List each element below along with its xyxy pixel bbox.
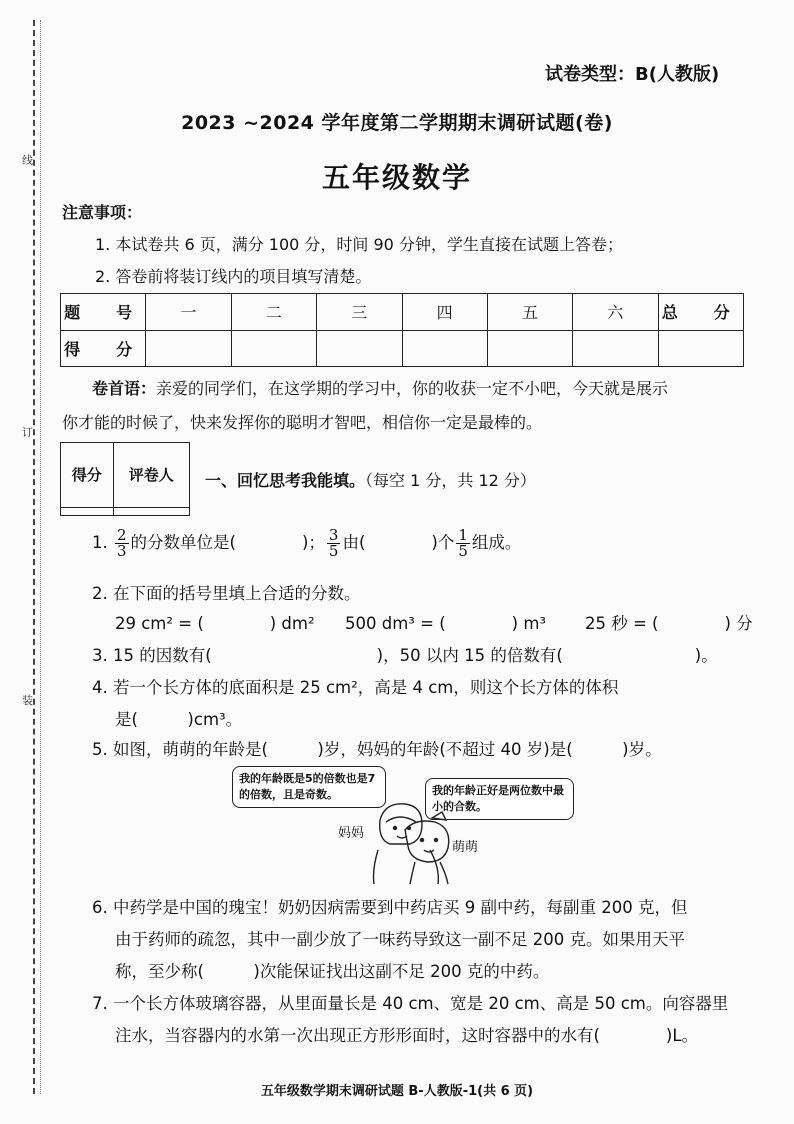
preface-line-1 xyxy=(92,372,752,406)
score-cell[interactable] xyxy=(658,330,743,367)
page-footer: 五年级数学期末调研试题 B-人教版-1(共 6 页) xyxy=(260,1084,534,1099)
section-1-heading: 一、回忆思考我能填。 xyxy=(205,471,366,490)
fraction-2-3 xyxy=(115,528,129,559)
notes-heading: 注意事项： xyxy=(62,203,143,222)
kid-label: 萌萌 xyxy=(452,840,479,855)
question-3: 3. 15 的因数有( )，50 以内 15 的倍数有( )。 xyxy=(92,646,718,665)
frac-num: 1 xyxy=(458,526,468,544)
mom-speech-bubble: 我的年龄既是5的倍数也是7的倍数，且是奇数。 xyxy=(232,766,386,808)
binding-mark-zhuang: 装 xyxy=(22,690,33,710)
score-row-label: 得 分 xyxy=(61,330,146,367)
preface-label: 卷首语： xyxy=(92,379,157,398)
note-item: 1. 本试卷共 6 页，满分 100 分，时间 90 分钟，学生直接在试题上答卷； xyxy=(95,235,623,254)
q1-text-c: 组成。 xyxy=(471,533,522,552)
mom-label: 妈妈 xyxy=(338,826,365,841)
frac-den: 5 xyxy=(458,542,468,560)
grader-table xyxy=(60,442,190,516)
note-item: 2. 答卷前将装订线内的项目填写清楚。 xyxy=(95,267,372,286)
q1-text-a: 的分数单位是( )； xyxy=(130,533,325,552)
question-5: 5. 如图，萌萌的年龄是( )岁，妈妈的年龄(不超过 40 岁)是( )岁。 xyxy=(92,740,662,759)
grader-name-cell[interactable] xyxy=(113,507,189,515)
score-header-cell: 总 分 xyxy=(658,294,743,331)
frac-den: 5 xyxy=(328,542,339,560)
score-cell[interactable] xyxy=(402,330,487,367)
subject-title: 五年级数学 xyxy=(321,161,472,194)
grader-score-header: 得分 xyxy=(61,443,114,508)
score-header-cell: 一 xyxy=(146,294,231,331)
exam-type: 试卷类型：B(人教版) xyxy=(545,64,720,85)
binding-mark-ding: 订 xyxy=(22,422,33,442)
q2-part-c: 25 秒 = ( ) 分 xyxy=(585,614,753,633)
score-cell[interactable] xyxy=(573,330,658,367)
score-cell[interactable] xyxy=(231,330,316,367)
frac-den: 3 xyxy=(117,542,127,560)
question-4-line-2: 是( )cm³。 xyxy=(115,710,243,729)
score-header-cell: 题 号 xyxy=(61,294,146,331)
section-1-title xyxy=(205,468,536,491)
binding-mark-xian: 线 xyxy=(22,150,33,170)
question-7-line-1: 7. 一个长方体玻璃容器，从里面量长是 40 cm、宽是 20 cm、高是 50 cm。向容器里 xyxy=(92,994,729,1013)
question-2: 2. 在下面的括号里填上合适的分数。 xyxy=(92,584,361,603)
section-1-note: （每空 1 分，共 12 分） xyxy=(365,471,536,490)
kid-speech-bubble: 我的年龄正好是两位数中最小的合数。 xyxy=(425,778,574,820)
frac-num: 3 xyxy=(328,526,339,544)
question-6-line-3: 称，至少称( )次能保证找出这副不足 200 克的中药。 xyxy=(115,962,550,981)
q2-part-b: 500 dm³ = ( ) m³ xyxy=(345,614,547,633)
q2-part-a: 29 cm² = ( ) dm² xyxy=(115,614,315,633)
question-7-line-2: 注水，当容器内的水第一次出现正方形形面时，这时容器中的水有( )L。 xyxy=(115,1026,699,1045)
question-1 xyxy=(92,528,521,559)
score-header-cell: 三 xyxy=(317,294,402,331)
question-6-line-1: 6. 中药学是中国的瑰宝！奶奶因病需要到中药店买 9 副中药，每副重 200 克，但 xyxy=(92,898,688,917)
score-cell[interactable] xyxy=(317,330,402,367)
grader-score-cell[interactable] xyxy=(61,507,114,515)
score-header-cell: 四 xyxy=(402,294,487,331)
preface-text: 亲爱的同学们，在这学期的学习中，你的收获一定不小吧，今天就是展示 xyxy=(156,379,669,398)
fraction-1-5 xyxy=(456,528,470,559)
grader-name-header: 评卷人 xyxy=(113,443,189,508)
score-header-cell: 二 xyxy=(231,294,316,331)
score-header-cell: 六 xyxy=(573,294,658,331)
question-number: 1. xyxy=(92,533,108,552)
question-4-line-1: 4. 若一个长方体的底面积是 25 cm²，高是 4 cm，则这个长方体的体积 xyxy=(92,678,619,697)
fraction-3-5 xyxy=(327,528,341,559)
frac-num: 2 xyxy=(117,526,127,544)
score-cell[interactable] xyxy=(146,330,231,367)
q1-text-b: 由( )个 xyxy=(342,533,455,552)
score-header-cell: 五 xyxy=(487,294,572,331)
score-cell[interactable] xyxy=(487,330,572,367)
question-6-line-2: 由于药师的疏忽，其中一副少放了一味药导致这一副不足 200 克。如果用天平 xyxy=(115,930,685,949)
preface-line-2: 你才能的时候了，快来发挥你的聪明才智吧，相信你一定是最棒的。 xyxy=(62,413,543,432)
exam-title: 2023 ~2024 学年度第二学期期末调研试题(卷) xyxy=(181,112,613,134)
score-table xyxy=(60,293,744,367)
